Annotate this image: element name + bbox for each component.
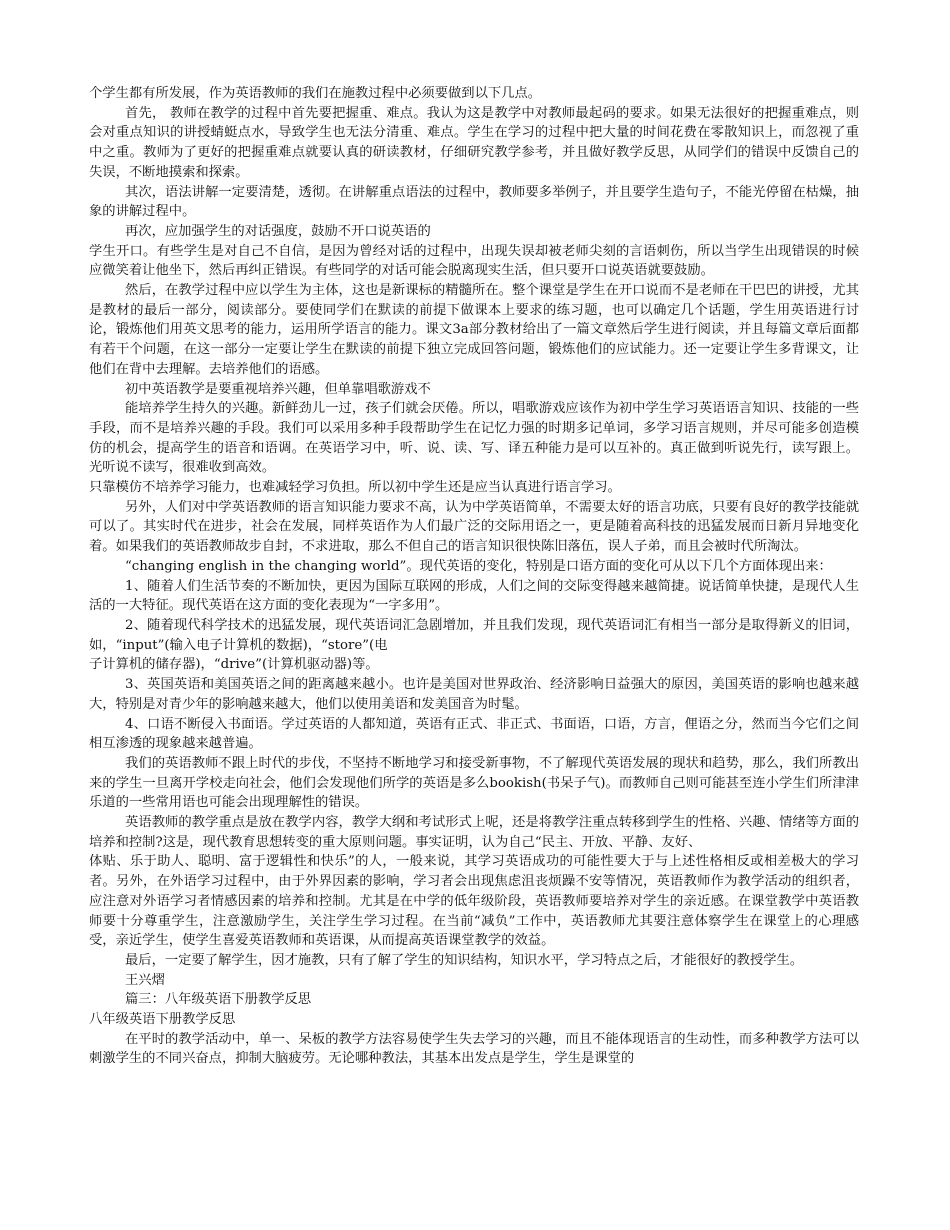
paragraph: 然后，在教学过程中应以学生为主体，这也是新课标的精髓所在。整个课堂是学生在开口说而不是老师在干巴巴的讲授，尤其是教材的最后一部分，阅读部分。要使同学们在默读的前提下做课本上要求的练习题，也可以确定几个话题，学生用英语进行讨论，锻炼他们用英文思考的能力，运用所学语言的能力。课文3a部分教材给出了一篇文章然后学生进行阅读，并且每篇文章后面都有若干个问题，在这一部分一定要让学生在默读的前提下独立完成回答问题，锻炼他们的应试能力。还一定要让学生多背课文，让他们在背中去理解。去培养他们的语感。 [89,283,859,377]
paragraph: 只靠模仿不培养学习能力，也难减轻学习负担。所以初中学生还是应当认真进行语言学习。 [89,480,621,496]
paragraph: 1、随着人们生活节奏的不断加快，更因为国际互联网的形成，人们之间的交际变得越来越简捷。说话简单快捷，是现代人生活的一大特征。现代英语在这方面的变化表现为“一字多用”。 [89,578,859,614]
document-title: 八年级英语下册教学反思 [89,1012,236,1028]
paragraph: 能培养学生持久的兴趣。新鲜劲儿一过，孩子们就会厌倦。所以，唱歌游戏应该作为初中学生学习英语语言知识、技能的一些手段，而不是培养兴趣的手段。我们可以采用多种手段帮助学生在记忆力强的时期多记单词，多学习语言规则，并尽可能多创造模仿的机会，提高学生的语音和语调。在英语学习中，听、说、读、写、译五种能力是可以互补的。真正做到听说先行，读写跟上。光听说不读写，很难收到高效。 [89,401,859,476]
paragraph: 其次，语法讲解一定要清楚，透彻。在讲解重点语法的过程中，教师要多举例子，并且要学生造句子，不能光停留在枯燥，抽象的讲解过程中。 [89,184,859,220]
paragraph: 我们的英语教师不跟上时代的步伐，不坚持不断地学习和接受新事物，不了解现代英语发展的现状和趋势，那么，我们所教出来的学生一旦离开学校走向社会，他们会发现他们所学的英语是多么bookish(书呆子气)。而教师自己则可能甚至连小学生们所津津乐道的一些常用语也可能会出现理解性的错误。 [89,755,859,811]
paragraph: 英语教师的教学重点是放在教学内容，教学大纲和考试形式上呢，还是将教学注重点转移到学生的性格、兴趣、情绪等方面的培养和控制?这是，现代教育思想转变的重大原则问题。事实证明，认为自己“民主、开放、平静、友好、 [89,815,859,850]
document-page [89,84,859,1069]
paragraph: 初中英语教学是要重视培养兴趣，但单靠唱歌游戏不 [125,381,431,397]
author-signature: 王兴熠 [125,972,165,988]
paragraph: 3、英国英语和美国英语之间的距离越来越小。也许是美国对世界政治、经济影响日益强大的原因，美国英语的影响也越来越大，特别是对青少年的影响越来越大，他们以使用美语和发美国音为时髦。 [89,677,859,712]
paragraph: 最后，一定要了解学生，因才施教，只有了解了学生的知识结构，知识水平，学习特点之后，才能很好的教授学生。 [125,952,804,968]
paragraph: 学生开口。有些学生是对自己不自信，是因为曾经对话的过程中，出现失误却被老师尖刻的言语刺伤，所以当学生出现错误的时候应微笑着让他坐下，然后再纠正错误。有些同学的对话可能会脱离现实生活，但只要开口说英语就要鼓励。 [89,243,859,279]
paragraph: 在平时的教学活动中，单一、呆板的教学方法容易使学生失去学习的兴趣，而且不能体现语言的生动性，而多种教学方法可以刺激学生的不同兴奋点，抑制大脑疲劳。无论哪种教法，其基本出发点是学生，学生是课堂的 [89,1031,859,1067]
paragraph: 另外，人们对中学英语教师的语言知识能力要求不高，认为中学英语简单，不需要太好的语言功底，只要有良好的教学技能就可以了。其实时代在进步，社会在发展，同样英语作为人们最广泛的交际用语之一，更是随着高科技的迅猛发展而日新月异地变化着。如果我们的英语教师故步自封，不求进取，那么不但自己的语言知识很快陈旧落伍，误人子弟，而且会被时代所淘汰。 [89,499,859,555]
paragraph: 体贴、乐于助人、聪明、富于逻辑性和快乐”的人，一般来说，其学习英语成功的可能性要大于与上述性格相反或相差极大的学习者。另外，在外语学习过程中，由于外界因素的影响，学习者会出现焦虑沮丧烦躁不安等情况，英语教师作为教学活动的组织者，应注意对外语学习者情感因素的培养和控制。尤其是在中学的低年级阶段，英语教师要培养对学生的亲近感。在课堂教学中英语教师要十分尊重学生，注意激励学生，关注学生学习过程。在当前“减负”工作中，英语教师尤其要注意体察学生在课堂上的心理感受，亲近学生，使学生喜爱英语教师和英语课，从而提高英语课堂教学的效益。 [89,854,859,949]
paragraph: 个学生都有所发展，作为英语教师的我们在施教过程中必须要做到以下几点。 [89,86,542,101]
paragraph: “changing english in the changing world”。现代英语的变化，特别是口语方面的变化可从以下几个方面体现出来： [125,558,832,574]
paragraph: 再次，应加强学生的对话强度，鼓励不开口说英语的 [125,223,431,239]
section-heading: 篇三：八年级英语下册教学反思 [125,992,312,1008]
paragraph: 首先， 教师在教学的过程中首先要把握重、难点。我认为这是教学中对教师最起码的要求。如果无法很好的把握重难点，则会对重点知识的讲授蜻蜓点水，导致学生也无法分清重、难点。学生在学习的过程中把大量的时间花费在零散知识上，而忽视了重中之重。教师为了更好的把握重难点就要认真的研读教材，仔细研究教学参考，并且做好教学反思，从同学们的错误中反馈自己的失误，不断地摸索和探索。 [89,105,859,180]
paragraph: 子计算机的储存器)，“drive”(计算机驱动器)等。 [89,657,379,673]
paragraph: 2、随着现代科学技术的迅猛发展，现代英语词汇急剧增加，并且我们发现，现代英语词汇有相当一部分是取得新义的旧词，如，“input”(输入电子计算机的数据)，“store”(电 [89,617,859,653]
paragraph: 4、口语不断侵入书面语。学过英语的人都知道，英语有正式、非正式、书面语，口语，方言，俚语之分，然而当今它们之间相互渗透的现象越来越普遍。 [89,716,859,752]
